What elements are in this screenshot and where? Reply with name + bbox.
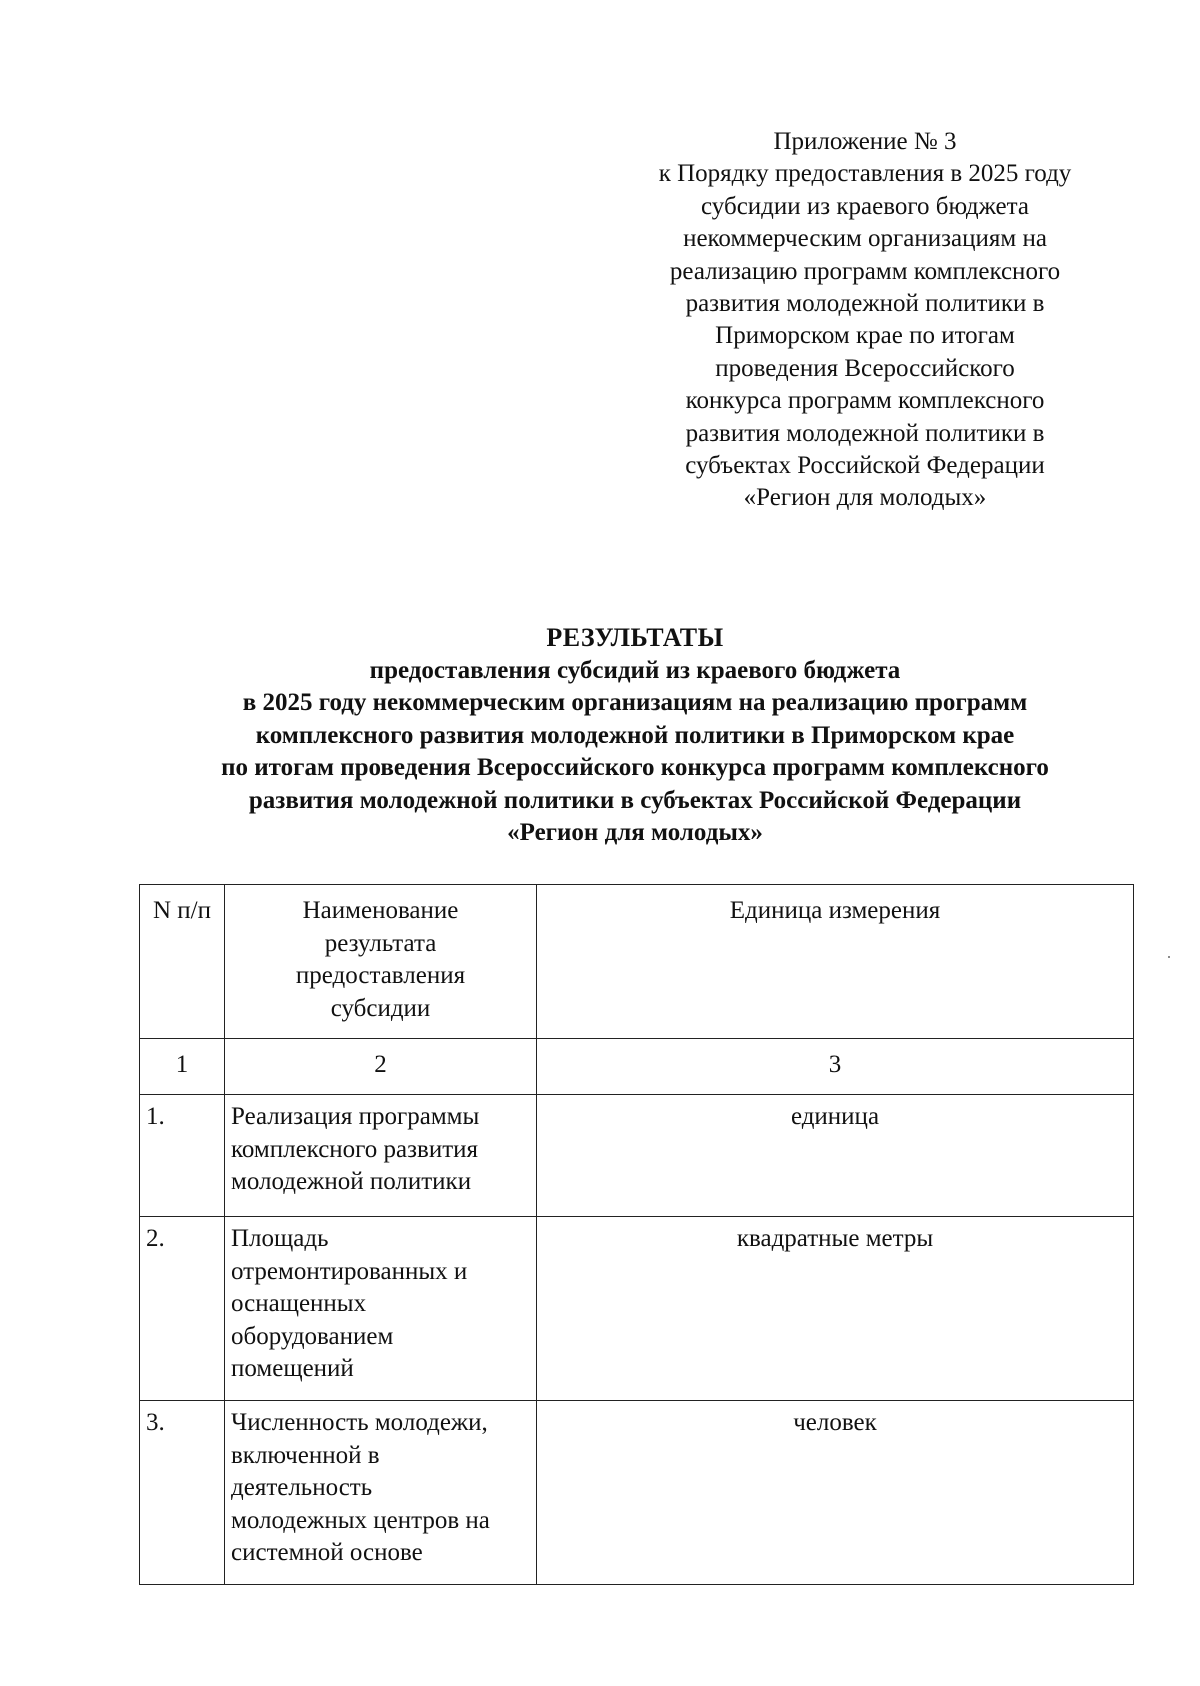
header-unit <box>537 885 1134 1039</box>
row-name-line: молодежной политики <box>231 1168 472 1195</box>
column-number: 2 <box>225 1039 537 1095</box>
appendix-line: «Регион для молодых» <box>743 484 987 512</box>
header-name-line: предоставления <box>295 962 466 989</box>
document-title <box>60 622 1200 850</box>
title-line: «Регион для молодых» <box>507 819 763 846</box>
table-header-row <box>140 885 1134 1039</box>
row-name-line: Реализация программы <box>231 1103 480 1130</box>
row-name <box>225 1095 537 1217</box>
row-name-line: отремонтированных и <box>231 1257 468 1285</box>
row-name-line: включенной в <box>231 1441 380 1469</box>
header-name-line: Наименование <box>302 897 459 924</box>
appendix-line: субъектах Российской Федерации <box>685 452 1045 480</box>
header-name-line: результата <box>324 929 437 957</box>
row-number: 2. <box>140 1217 225 1401</box>
row-number: 3. <box>140 1401 225 1585</box>
appendix-line: развития молодежной политики в <box>685 290 1045 318</box>
title-heading: РЕЗУЛЬТАТЫ <box>546 623 724 652</box>
table-row <box>140 1401 1134 1585</box>
column-number-row <box>140 1039 1134 1095</box>
appendix-line: субсидии из краевого бюджета <box>701 192 1029 220</box>
row-number: 1. <box>140 1095 225 1217</box>
title-line: предоставления субсидий из краевого бюджета <box>369 656 901 684</box>
header-number-label: N п/п <box>152 897 211 924</box>
appendix-line: к Порядку предоставления в 2025 году <box>658 160 1072 188</box>
table-row <box>140 1217 1134 1401</box>
appendix-line: проведения Всероссийского <box>715 354 1015 382</box>
row-name-line: Площадь <box>231 1225 329 1252</box>
appendix-block <box>600 126 1130 515</box>
appendix-line: развития молодежной политики в <box>685 419 1045 447</box>
results-table <box>139 884 1134 1585</box>
header-name-line: субсидии <box>330 994 431 1022</box>
header-number <box>140 885 225 1039</box>
appendix-line: конкурса программ комплексного <box>685 387 1045 415</box>
row-name-line: оборудованием <box>231 1322 394 1350</box>
title-line: комплексного развития молодежной политики в Приморском крае <box>255 721 1015 749</box>
appendix-line: реализацию программ комплексного <box>669 257 1061 285</box>
header-name <box>225 885 537 1039</box>
row-unit: квадратные метры <box>537 1217 1134 1401</box>
appendix-line: Приморском крае по итогам <box>715 322 1015 350</box>
row-unit: человек <box>537 1401 1134 1585</box>
appendix-line: Приложение № 3 <box>773 128 957 155</box>
title-line: развития молодежной политики в субъектах Российской Федерации <box>248 786 1022 814</box>
row-name-line: деятельность <box>231 1474 373 1501</box>
row-name-line: комплексного развития <box>231 1135 479 1163</box>
row-name-line: оснащенных <box>231 1290 367 1317</box>
column-number: 3 <box>537 1039 1134 1095</box>
scan-speck <box>1168 956 1170 958</box>
row-name <box>225 1217 537 1401</box>
row-name-line: молодежных центров на <box>231 1506 490 1534</box>
row-name-line: Численность молодежи, <box>231 1409 488 1436</box>
appendix-line: некоммерческим организациям на <box>683 225 1047 253</box>
title-line: в 2025 году некоммерческим организациям на реализацию программ <box>242 689 1028 716</box>
table-row <box>140 1095 1134 1217</box>
row-name-line: системной основе <box>231 1539 423 1566</box>
column-number: 1 <box>140 1039 225 1095</box>
row-unit: единица <box>537 1095 1134 1217</box>
row-name <box>225 1401 537 1585</box>
header-unit-label: Единица измерения <box>729 897 941 924</box>
row-name-line: помещений <box>231 1355 354 1382</box>
title-line: по итогам проведения Всероссийского конкурса программ комплексного <box>221 754 1049 781</box>
